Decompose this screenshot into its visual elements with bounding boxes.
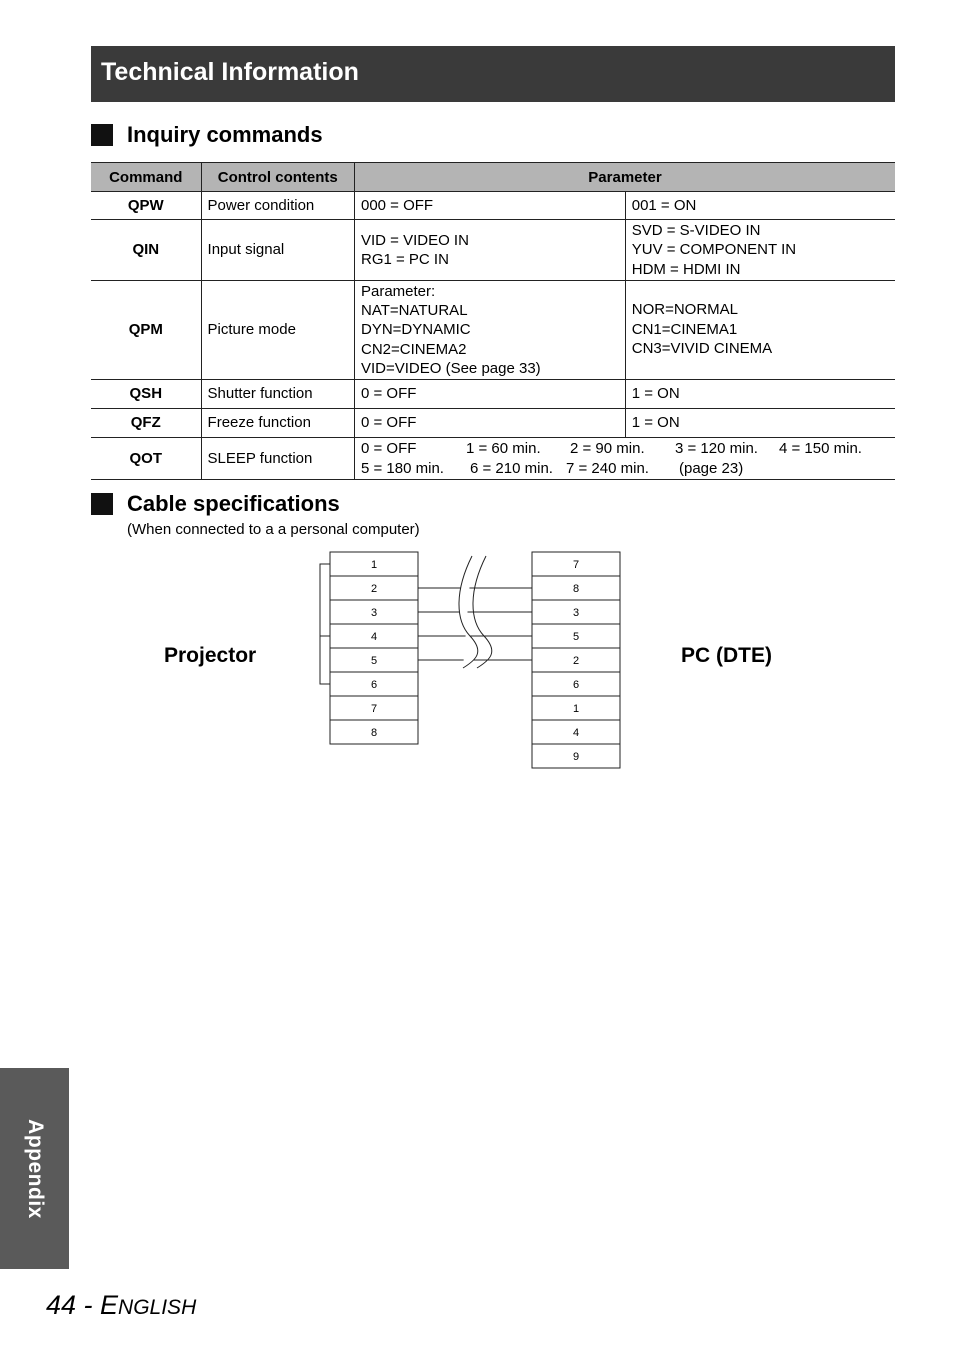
column-header: Command [91, 163, 201, 192]
page-number: 44 - [46, 1290, 101, 1320]
pin-number: 8 [572, 583, 580, 595]
cable-note: (When connected to a a personal computer) [127, 521, 420, 538]
pin-number: 8 [370, 727, 378, 739]
parameter-value: 3 = 120 min. [674, 440, 758, 458]
parameter-value: 5 = 180 min. [360, 459, 444, 477]
command-cell: QPW [91, 192, 201, 220]
page-footer [46, 1290, 196, 1321]
contents-cell: Freeze function [201, 409, 354, 438]
command-cell: QFZ [91, 409, 201, 438]
parameter-value: 1 = ON [631, 414, 680, 432]
pin-number: 3 [572, 607, 580, 619]
parameter-value: NOR=NORMAL [631, 301, 739, 319]
contents-cell: Power condition [201, 192, 354, 220]
language-initial: E [100, 1290, 119, 1320]
command-cell: QPM [91, 281, 201, 380]
parameter-value: 0 = OFF [360, 385, 417, 403]
pin-number: 3 [370, 607, 378, 619]
parameter-value: DYN=DYNAMIC [360, 321, 471, 339]
parameter-value: SVD = S-VIDEO IN [631, 222, 761, 240]
pin-number: 5 [370, 655, 378, 667]
pin-number: 2 [370, 583, 378, 595]
pin-number: 1 [572, 703, 580, 715]
section-title: Technical Information [101, 58, 359, 86]
parameter-value: NAT=NATURAL [360, 302, 468, 320]
parameter-value: 2 = 90 min. [569, 440, 645, 458]
parameter-value: VID=VIDEO (See page 33) [360, 359, 541, 377]
pc-label: PC (DTE) [681, 644, 772, 667]
command-cell: QIN [91, 220, 201, 281]
pin-number: 6 [370, 679, 378, 691]
loopback-bracket [320, 564, 330, 684]
contents-cell: SLEEP function [201, 438, 354, 480]
projector-connector [330, 552, 418, 744]
pin-number: 4 [370, 631, 378, 643]
pin-number: 7 [572, 559, 580, 571]
command-cell: QSH [91, 380, 201, 409]
appendix-side-tab [0, 1068, 69, 1269]
parameter-value: 000 = OFF [360, 196, 434, 214]
parameter-value: 6 = 210 min. [469, 459, 553, 477]
parameter-value: CN2=CINEMA2 [360, 340, 467, 358]
parameter-value: 4 = 150 min. [778, 440, 862, 458]
parameter-value: HDM = HDMI IN [631, 260, 741, 278]
parameter-value: 0 = OFF [360, 414, 417, 432]
column-header: Parameter [354, 163, 895, 192]
contents-cell: Input signal [201, 220, 354, 281]
pin-number: 5 [572, 631, 580, 643]
parameter-value: RG1 = PC IN [360, 251, 449, 268]
pin-number: 2 [572, 655, 580, 667]
pin-number: 1 [370, 559, 378, 571]
parameter-value: 7 = 240 min. [565, 459, 649, 477]
parameter-value: VID = VIDEO IN [360, 231, 469, 249]
parameter-value: (page 23) [678, 459, 744, 477]
pin-number: 7 [370, 703, 378, 715]
column-header: Control contents [201, 163, 354, 192]
parameter-value: 001 = ON [631, 196, 697, 214]
pin-number: 9 [572, 751, 580, 763]
pin-number: 6 [572, 679, 580, 691]
parameter-value: 0 = OFF [360, 440, 417, 458]
command-cell: QOT [91, 438, 201, 480]
language-rest: NGLISH [118, 1296, 197, 1319]
pc-connector [532, 552, 620, 768]
contents-cell: Picture mode [201, 281, 354, 380]
appendix-label: Appendix [23, 1118, 47, 1219]
parameter-value: 1 = ON [631, 385, 680, 403]
projector-label: Projector [164, 644, 257, 667]
parameter-value: Parameter: [360, 282, 436, 300]
inquiry-heading-text: Inquiry commands [127, 122, 323, 147]
parameter-value: YUV = COMPONENT IN [631, 241, 797, 259]
contents-cell: Shutter function [201, 380, 354, 409]
cable-heading-text: Cable specifications [127, 491, 340, 516]
pin-number: 4 [572, 727, 580, 739]
parameter-value: 1 = 60 min. [465, 440, 541, 458]
parameter-value: CN1=CINEMA1 [631, 320, 738, 338]
parameter-value: CN3=VIVID CINEMA [631, 339, 773, 357]
